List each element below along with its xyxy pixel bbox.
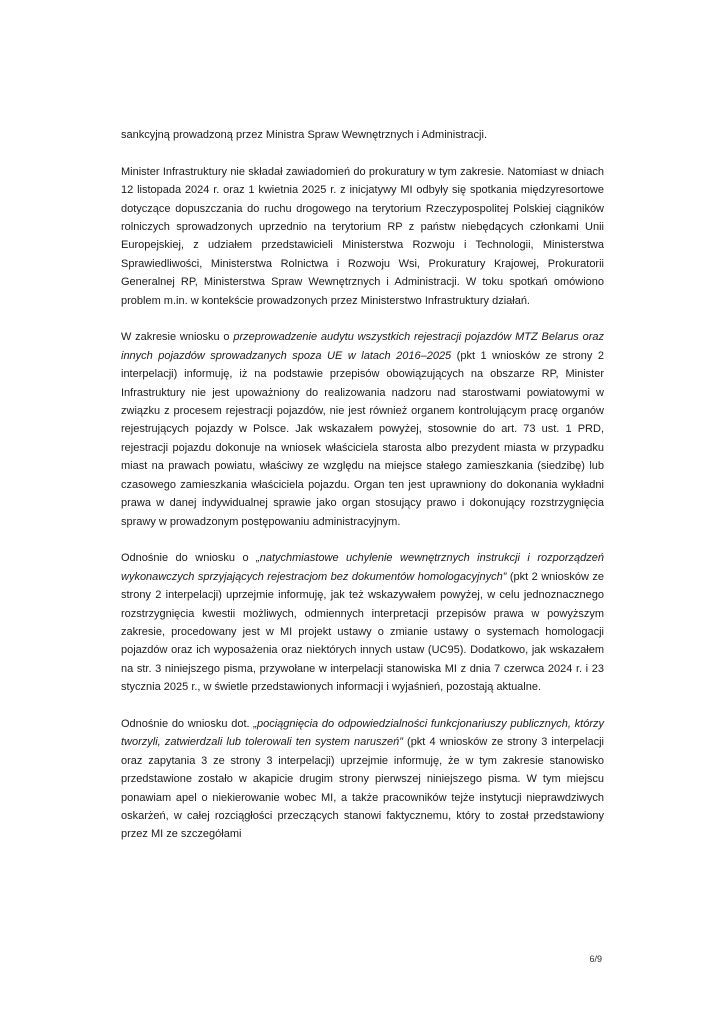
quoted-italic-text: „natychmiastowe uchylenie wewnętrznych instrukcji i rozporządzeń wykonawczych sprzyjających rejestracjom bez dokumentów homologacyjnych” bbox=[121, 552, 604, 583]
body-text: Minister Infrastruktury nie składał zawiadomień do prokuratury w tym zakresie. Natomiast w dniach 12 listopada 2024 r. oraz 1 kwietnia 2025 r. z inicjatywy MI odbyły się spotkania międzyresortowe dotyczące dopuszczania do ruchu drogowego na terytorium Rzeczypospolitej Polskiej ciągników rolniczych sprowadzonych uprzednio na terytorium RP z państw niebędących członkami Unii Europejskiej, z udziałem przedstawicieli Ministerstwa Rozwoju i Technologii, Ministerstwa Sprawiedliwości, Ministerstwa Rolnictwa i Rozwoju Wsi, Prokuratury Krajowej, Prokuratorii Generalnej RP, Ministerstwa Spraw Wewnętrznych i Administracji. W toku spotkań omówiono problem m.in. w kontekście prowadzonych przez Ministerstwo Infrastruktury działań. bbox=[121, 165, 604, 307]
paragraph bbox=[121, 163, 604, 310]
document-body bbox=[121, 126, 604, 844]
page-number: 6/9 bbox=[589, 954, 602, 964]
paragraph bbox=[121, 328, 604, 530]
body-text: (pkt 1 wniosków ze strony 2 interpelacji) informuję, iż na podstawie przepisów obowiązujących na obszarze RP, Minister Infrastruktury nie jest upoważniony do realizowania nadzoru nad starostwami powiatowymi w związku z procesem rejestracji pojazdów, nie jest również organem kontrolującym pracę organów rejestrujących pojazdy w Polsce. Jak wskazałem powyżej, stosownie do art. 73 ust. 1 PRD, rejestracji pojazdu dokonuje na wniosek właściciela starosta albo prezydent miasta w przypadku miast na prawach powiatu, właściwy ze względu na miejsce stałego zamieszkania (siedzibę) lub czasowego zamieszkania właściciela pojazdu. Organ ten jest uprawniony do dokonania wykładni prawa w danej indywidualnej sprawie jako organ stosujący prawo i dokonujący rozstrzygnięcia sprawy w prowadzonym postępowaniu administracyjnym. bbox=[121, 349, 605, 528]
body-text: sankcyjną prowadzoną przez Ministra Spraw Wewnętrznych i Administracji. bbox=[121, 129, 487, 141]
body-text: (pkt 4 wniosków ze strony 3 interpelacji oraz zapytania 3 ze strony 3 interpelacji) uprzejmie informuję, że w tym zakresie stanowisko przedstawione zostało w akapicie drugim strony pierwszej niniejszego pisma. W tym miejscu ponawiam apel o niekierowanie wobec MI, a także pracowników tejże instytucji nieprawdziwych oskarżeń, w całej rozciągłości przeczących stanowi faktycznemu, który to został przedstawiony przez MI ze szczegółami bbox=[121, 736, 604, 841]
body-text: Odnośnie do wniosku o bbox=[121, 552, 257, 565]
quoted-italic-text: „pociągnięcia do odpowiedzialności funkcjonariuszy publicznych, którzy tworzyli, zatwierdzali lub tolerowali ten system naruszeń” bbox=[121, 717, 605, 749]
quoted-italic-text: przeprowadzenie audytu wszystkich rejestracji pojazdów MTZ Belarus oraz innych pojazdów sprowadzanych spoza UE w latach 2016–2025 bbox=[121, 331, 604, 362]
paragraph bbox=[121, 549, 604, 696]
paragraph bbox=[121, 715, 604, 844]
body-text: W zakresie wniosku o bbox=[121, 331, 234, 344]
body-text: (pkt 2 wniosków ze strony 2 interpelacji) uprzejmie informuję, jak też wskazywałem powyżej, w celu jednoznacznego rozstrzygnięcia kwestii możliwych, odmiennych interpretacji przepisów prawa w powyższym zakresie, procedowany jest w MI projekt ustawy o zmianie ustawy o systemach homologacji pojazdów oraz ich wyposażenia oraz niektórych innych ustaw (UC95). Dodatkowo, jak wskazałem na str. 3 niniejszego pisma, przywołane w interpelacji stanowiska MI z dnia 7 czerwca 2024 r. i 23 stycznia 2025 r., w świetle przedstawionych informacji i wyjaśnień, pozostają aktualne. bbox=[121, 570, 604, 694]
paragraph bbox=[121, 126, 604, 144]
body-text: Odnośnie do wniosku dot. bbox=[121, 717, 254, 730]
